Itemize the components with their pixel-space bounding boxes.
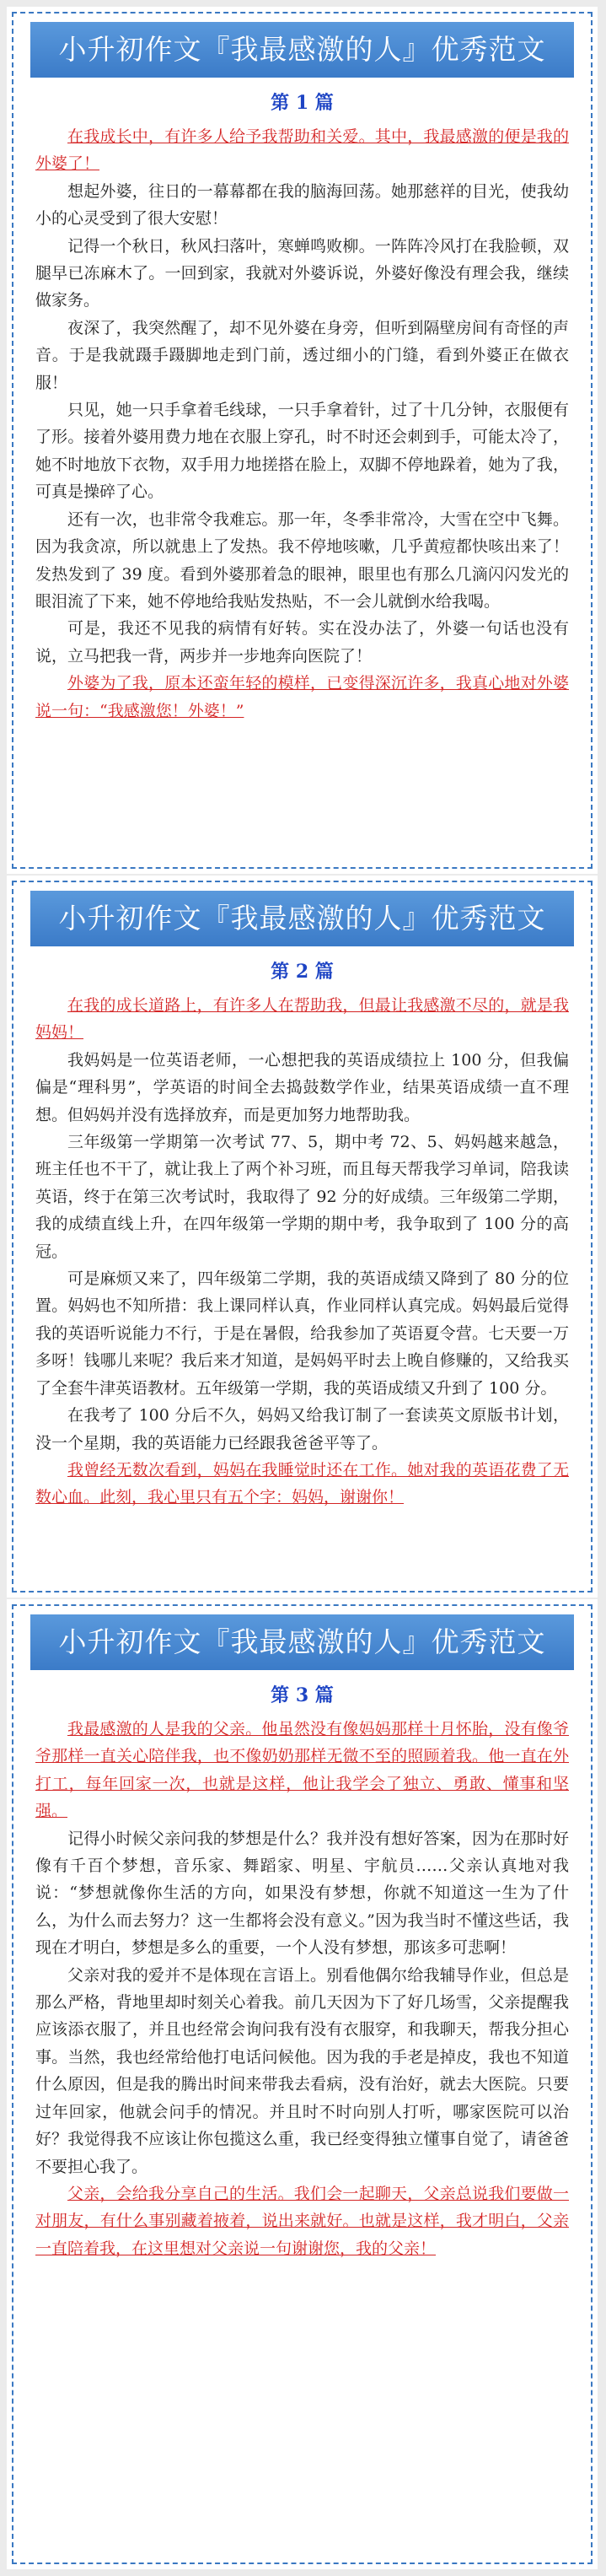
essay-number: 第 1 篇: [271, 92, 334, 114]
essay-paragraph-intro: 在我的成长道路上，有许多人在帮助我，但最让我感激不尽的，就是我妈妈！: [35, 996, 569, 1043]
essay-paragraph: 在我考了 100 分后不久，妈妈又给我订制了一套读英文原版书计划，没一个星期，我的英语能力已经跟我爸爸平等了。: [35, 1406, 569, 1452]
essay-title-banner: 小升初作文『我最感激的人』优秀范文: [30, 891, 574, 946]
essay-paragraph: 想起外婆，往日的一幕幕都在我的脑海回荡。她那慈祥的目光，使我幼小的心灵受到了很大安慰！: [35, 181, 569, 229]
essay-paragraph-conclusion: 父亲，会给我分享自己的生活。我们会一起聊天，父亲总说我们要做一对朋友，有什么事别藏着掖着，说出来就好。也就是这样，我才明白，父亲一直陪着我，在这里想对父亲说一句谢谢您，我的父亲！: [35, 2184, 569, 2258]
essay-paragraph: 记得一个秋日，秋风扫落叶，寒蝉鸣败柳。一阵阵冷风打在我脸顿，双腿早已冻麻木了。一回到家，我就对外婆诉说，外婆好像没有理会我，继续做家务。: [35, 236, 569, 310]
essay-paragraph-intro: 我最感激的人是我的父亲。他虽然没有像妈妈那样十月怀胎，没有像爷爷那样一直关心陪伴我，也不像奶奶那样无微不至的照顾着我。他一直在外打工，每年回家一次，也就是这样，他让我学会了独立、勇敢、懂事和坚强。: [35, 1720, 569, 1821]
essay-paragraph: 可是，我还不见我的病情有好转。实在没办法了，外婆一句话也没有说，立马把我一背，两步并一步地奔向医院了！: [35, 619, 569, 666]
essay-paragraph-conclusion: 我曾经无数次看到，妈妈在我睡觉时还在工作。她对我的英语花费了无数心血。此刻，我心里只有五个字：妈妈，谢谢你！: [35, 1460, 569, 1507]
essay-paragraph: 记得小时候父亲问我的梦想是什么？我并没有想好答案，因为在那时好像有千百个梦想，音乐家、舞蹈家、明星、宇航员……父亲认真地对我说：“梦想就像你生活的方向，如果没有梦想，你就不知道这一生为了什么，为什么而去努力？这一生都将会没有意义。”因为我当时不懂这些话，我现在才明白，梦想是多么的重要，一个人没有梦想，那该多可悲啊！: [35, 1829, 569, 1958]
essay-paragraph: 只见，她一只手拿着毛线球，一只手拿着针，过了十几分钟，衣服便有了形。接着外婆用费力地在衣服上穿孔，时不时还会刺到手，可能太冷了，她不时地放下衣物，双手用力地搓搭在脸上，双脚不停地跺着，她为了我，可真是操碎了心。: [35, 401, 569, 502]
essay-paragraph-intro: 在我成长中，有许多人给予我帮助和关爱。其中，我最感激的便是我的外婆了！: [35, 127, 569, 174]
essay-card-1: [12, 12, 593, 869]
essay-number: 第 3 篇: [271, 1684, 334, 1706]
essay-card-3: [12, 1604, 593, 2564]
essay-title-banner: 小升初作文『我最感激的人』优秀范文: [30, 22, 574, 78]
essay-body: [35, 1716, 569, 2262]
essay-paragraph: 还有一次，也非常令我难忘。那一年，冬季非常冷，大雪在空中飞舞。因为我贪凉，所以就患上了发热。我不停地咳嗽，几乎黄痘都快咳出来了！发热发到了 39 度。看到外婆那着急的眼神，眼里也有那么几滴闪闪发光的眼泪流了下来，她不停地给我贴发热贴，不一会儿就倒水给我喝。: [35, 509, 569, 611]
essay-paragraph: 三年级第一学期第一次考试 77、5，期中考 72、5、妈妈越来越急，班主任也不干了，就让我上了两个补习班，而且每天帮我学习单词，陪我读英语，终于在第三次考试时，我取得了 92 分的好成绩。三年级第二学期，我的成绩直线上升，在四年级第一学期的期中考，我争取到了 100 分的高冠。: [35, 1133, 569, 1261]
essay-paragraph: 夜深了，我突然醒了，却不见外婆在身旁，但听到隔壁房间有奇怪的声音。于是我就蹑手蹑脚地走到门前，透过细小的门缝，看到外婆正在做衣服！: [35, 318, 569, 392]
essay-number: 第 2 篇: [271, 961, 334, 983]
essay-title-banner: 小升初作文『我最感激的人』优秀范文: [30, 1614, 574, 1670]
essay-paragraph: 父亲对我的爱并不是体现在言语上。别看他偶尔给我辅导作业，但总是那么严格，背地里却时刻关心着我。前几天因为下了好几场雪，父亲提醒我应该添衣服了，并且也经常会询问我有没有衣服穿，和我聊天，帮我分担心事。当然，我也经常给他打电话问候他。因为我的手老是掉皮，我也不知道什么原因，但是我的腾出时间来带我去看病，没有治好，就去大医院。只要过年回家，他就会问手的情况。并且时不时向别人打听，哪家医院可以治好？我觉得我不应该让你包揽这么重，我已经变得独立懂事自觉了，请爸爸不要担心我了。: [35, 1965, 569, 2176]
essay-body: [35, 992, 569, 1512]
essay-card-2: [12, 881, 593, 1592]
essay-body: [35, 123, 569, 725]
essay-paragraph: 可是麻烦又来了，四年级第二学期，我的英语成绩又降到了 80 分的位置。妈妈也不知所措：我上课同样认真，作业同样认真完成。妈妈最后觉得我的英语听说能力不行，于是在暑假，给我参加了英语夏令营。七天要一万多呀！钱哪儿来呢？我后来才知道，是妈妈平时去上晚自修赚的，又给我买了全套牛津英语教材。五年级第一学期，我的英语成绩又升到了 100 分。: [35, 1269, 569, 1398]
essay-paragraph-conclusion: 外婆为了我，原本还蛮年轻的模样，已变得深沉许多，我真心地对外婆说一句：“我感激您！外婆！”: [35, 674, 569, 720]
essay-paragraph: 我妈妈是一位英语老师，一心想把我的英语成绩拉上 100 分，但我偏偏是“理科男”，学英语的时间全去捣鼓数学作业，结果英语成绩一直不理想。但妈妈并没有选择放弃，而是更加努力地帮助我。: [35, 1050, 569, 1124]
